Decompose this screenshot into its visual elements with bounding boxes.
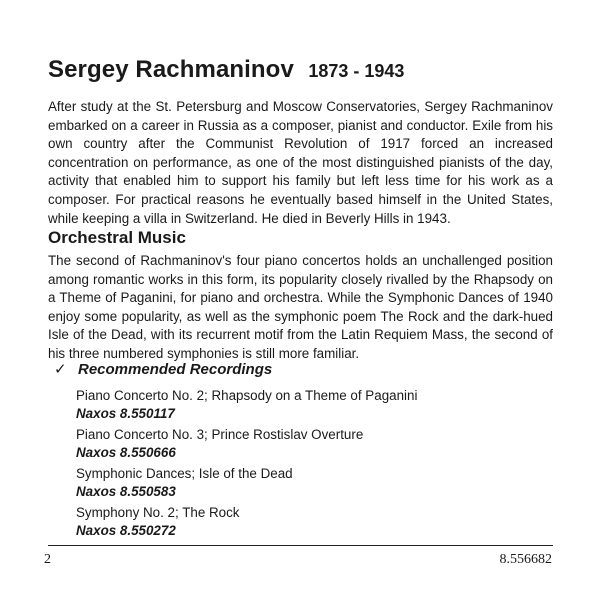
recording-work: Piano Concerto No. 3; Prince Rostislav Overture — [76, 427, 364, 442]
section-heading-orchestral: Orchestral Music — [48, 228, 186, 247]
recording-catalog: Naxos 8.550583 — [76, 484, 176, 499]
footer-divider — [48, 545, 553, 546]
recommended-heading-label: Recommended Recordings — [78, 361, 273, 378]
biography-paragraph: After study at the St. Petersburg and Moscow Conservatories, Sergey Rachmaninov embarked on a career in Russia as a composer, pianist and conductor. Exile from his own country after the Communist Revolution of 1917 forced an increased concentration on performance, as one of the most distinguished pianists of the day, activity that enabled him to support his family but left less time for his work as a composer. For practical reasons he eventually based himself in the United States, while keeping a villa in Switzerland. He died in Beverly Hills in 1943. — [48, 99, 553, 226]
recording-catalog: Naxos 8.550272 — [76, 523, 176, 538]
checkmark-icon: ✓ — [54, 361, 67, 378]
page-number: 2 — [44, 552, 51, 567]
catalog-number: 8.556682 — [499, 552, 552, 567]
title-row — [48, 56, 558, 84]
list-item — [76, 425, 546, 464]
recording-catalog: Naxos 8.550117 — [76, 406, 175, 421]
recording-work: Symphonic Dances; Isle of the Dead — [76, 466, 293, 481]
recommended-recordings-heading — [54, 360, 272, 378]
composer-dates: 1873 - 1943 — [308, 61, 405, 81]
recordings-list — [76, 386, 546, 542]
recording-work: Symphony No. 2; The Rock — [76, 505, 240, 520]
list-item — [76, 386, 546, 425]
composer-name: Sergey Rachmaninov — [48, 56, 294, 83]
orchestral-paragraph: The second of Rachmaninov's four piano concertos holds an unchallenged position among romantic works in this form, its popularity closely rivalled by the Rhapsody on a Theme of Paganini, for piano and orchestra. While the Symphonic Dances of 1940 enjoy some popularity, as well as the symphonic poem The Rock and the dark-hued Isle of the Dead, with its recurrent motif from the Latin Requiem Mass, the second of his three numbered symphonies is still more familiar. — [48, 253, 553, 361]
recording-work: Piano Concerto No. 2; Rhapsody on a Theme of Paganini — [76, 388, 418, 403]
list-item — [76, 464, 546, 503]
list-item — [76, 503, 546, 542]
recording-catalog: Naxos 8.550666 — [76, 445, 176, 460]
